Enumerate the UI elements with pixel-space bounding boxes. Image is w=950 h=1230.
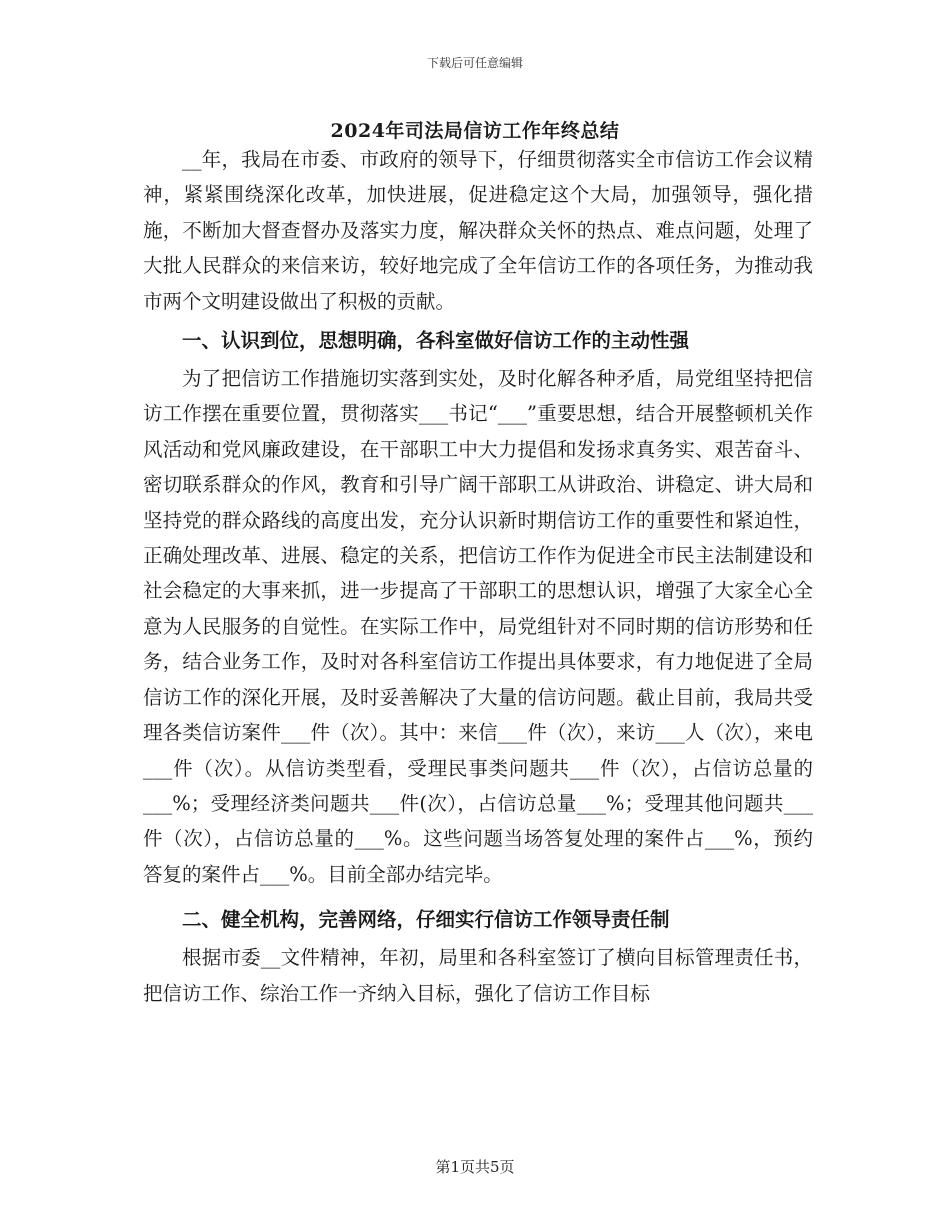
document-title: 2024年司法局信访工作年终总结 <box>330 120 620 142</box>
section-2-paragraph: 根据市委__文件精神，年初，局里和各科室签订了横向目标管理责任书，把信访工作、综治工作一齐纳入目标，强化了信访工作目标 <box>143 946 813 1005</box>
section-1-paragraph: 为了把信访工作措施切实落到实处，及时化解各种矛盾，局党组坚持把信访工作摆在重要位置，贯彻落实___书记“___”重要思想，结合开展整顿机关作风活动和党风廉政建设，在干部职工中大力提倡和发扬求真务实、艰苦奋斗、密切联系群众的作风，教育和引导广阔干部职工从讲政治、讲稳定、讲大局和坚持党的群众路线的高度出发，充分认识新时期信访工作的重要性和紧迫性，正确处理改革、进展、稳定的关系，把信访工作作为促进全市民主法制建设和社会稳定的大事来抓，进一步提高了干部职工的思想认识，增强了大家全心全意为人民服务的自觉性。在实际工作中，局党组针对不同时期的信访形势和任务，结合业务工作，及时对各科室信访工作提出具体要求，有力地促进了全局信访工作的深化开展，及时妥善解决了大量的信访问题。截止目前，我局共受理各类信访案件___件（次）。其中：来信___件（次），来访___人（次），来电___件（次）。从信访类型看，受理民事类问题共___件（次），占信访总量的___%；受理经济类问题共___件(次），占信访总量___%；受理其他问题共___件（次），占信访总量的___%。这些问题当场答复处理的案件占___%，预约答复的案件占___%。目前全部办结完毕。 <box>143 367 813 886</box>
page-footer: 第1页共5页 <box>435 1158 515 1176</box>
intro-paragraph: __年，我局在市委、市政府的领导下，仔细贯彻落实全市信访工作会议精神，紧紧围绕深化改革，加快进展，促进稳定这个大局，加强领导，强化措施，不断加大督查督办及落实力度，解决群众关怀的热点、难点问题，处理了大批人民群众的来信来访，较好地完成了全年信访工作的各项任务，为推动我市两个文明建设做出了积极的贡献。 <box>143 148 813 313</box>
document-body <box>143 142 813 1011</box>
section-1-heading: 一、认识到位，思想明确，各科室做好信访工作的主动性强 <box>182 329 690 353</box>
header-note: 下载后可任意编辑 <box>426 56 523 70</box>
section-2-heading: 二、健全机构，完善网络，仔细实行信访工作领导责任制 <box>182 908 670 932</box>
